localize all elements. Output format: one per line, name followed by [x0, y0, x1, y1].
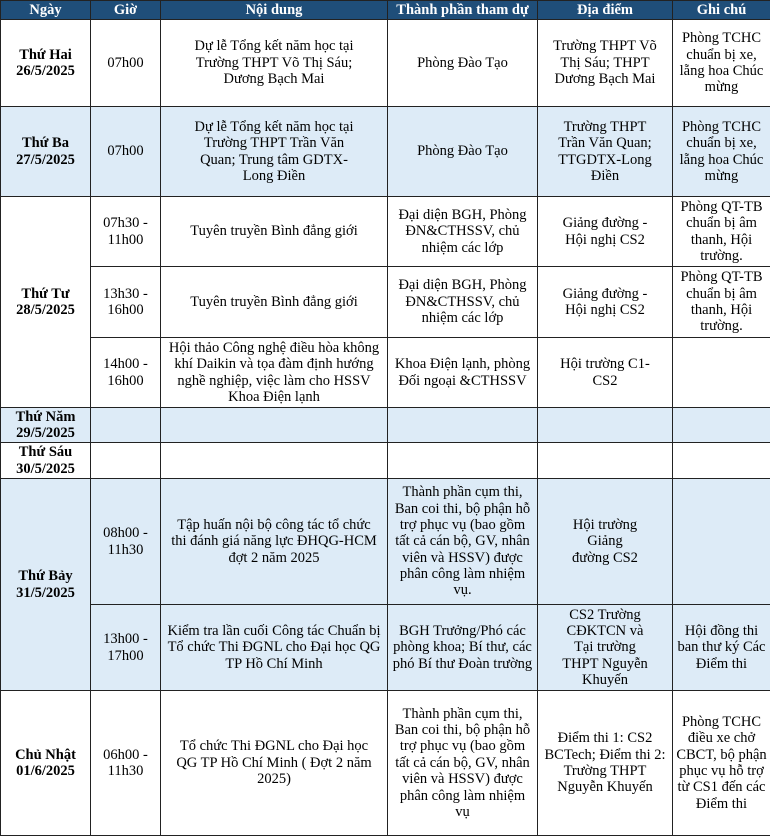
- note-cell: Hội đồng thi ban thư ký Các Điểm thi: [673, 605, 770, 691]
- time-cell: [91, 408, 161, 443]
- content-cell: Dự lễ Tổng kết năm học tại Trường THPT Trần Văn Quan; Trung tâm GDTX-Long Điền: [161, 107, 388, 197]
- location-cell: [538, 408, 673, 443]
- day-cell-friday: [1, 443, 91, 479]
- day-name: Thứ Hai: [4, 47, 87, 63]
- content-cell: [161, 408, 388, 443]
- participants-cell: Khoa Điện lạnh, phòng Đối ngoại &CTHSSV: [388, 338, 538, 408]
- content-cell: Kiểm tra lần cuối Công tác Chuẩn bị Tổ chức Thi ĐGNL cho Đại học QG TP Hồ Chí Minh: [161, 605, 388, 691]
- note-cell: Phòng TCHC điều xe chở CBCT, bộ phận phục vụ hỗ trợ từ CS1 đến các Điểm thi: [673, 691, 770, 836]
- note-cell: [673, 479, 770, 605]
- location-cell: Giảng đường - Hội nghị CS2: [538, 197, 673, 267]
- day-cell-wednesday: [1, 197, 91, 408]
- time-cell: 13h30 - 16h00: [91, 267, 161, 338]
- header-content: Nội dung: [161, 1, 388, 20]
- header-day: Ngày: [1, 1, 91, 20]
- day-date: 29/5/2025: [4, 425, 87, 441]
- table-row: [1, 605, 770, 691]
- participants-cell: Đại diện BGH, Phòng ĐN&CTHSSV, chủ nhiệm các lớp: [388, 197, 538, 267]
- note-cell: [673, 408, 770, 443]
- note-cell: Phòng QT-TB chuẩn bị âm thanh, Hội trường.: [673, 267, 770, 338]
- note-cell: [673, 443, 770, 479]
- time-cell: 07h00: [91, 107, 161, 197]
- table-row: [1, 479, 770, 605]
- note-cell: Phòng TCHC chuẩn bị xe, lẵng hoa Chúc mừng: [673, 20, 770, 107]
- header-row: [1, 1, 770, 20]
- time-cell: 13h00 - 17h00: [91, 605, 161, 691]
- table-row: [1, 20, 770, 107]
- location-cell: Trường THPT Võ Thị Sáu; THPT Dương Bạch Mai: [538, 20, 673, 107]
- content-cell: Dự lễ Tổng kết năm học tại Trường THPT Võ Thị Sáu; Dương Bạch Mai: [161, 20, 388, 107]
- location-cell: Hội trường C1- CS2: [538, 338, 673, 408]
- time-cell: 08h00 - 11h30: [91, 479, 161, 605]
- day-cell-saturday: [1, 479, 91, 691]
- time-cell: 07h30 - 11h00: [91, 197, 161, 267]
- location-cell: CS2 Trường CĐKTCN và Tại trường THPT Nguyễn Khuyến: [538, 605, 673, 691]
- day-name: Thứ Sáu: [4, 444, 87, 460]
- location-cell: Giảng đường - Hội nghị CS2: [538, 267, 673, 338]
- time-cell: [91, 443, 161, 479]
- note-cell: [673, 338, 770, 408]
- header-note: Ghi chú: [673, 1, 770, 20]
- day-date: 30/5/2025: [4, 461, 87, 477]
- time-cell: 06h00 - 11h30: [91, 691, 161, 836]
- day-cell-monday: [1, 20, 91, 107]
- day-date: 01/6/2025: [4, 763, 87, 779]
- participants-cell: Thành phần cụm thi, Ban coi thi, bộ phận hỗ trợ phục vụ (bao gồm tất cả cán bộ, GV, nhân viên và HSSV) được phân công làm nhiệm vụ.: [388, 479, 538, 605]
- day-name: Chủ Nhật: [4, 747, 87, 763]
- day-date: 28/5/2025: [4, 302, 87, 318]
- table-row: [1, 197, 770, 267]
- day-date: 31/5/2025: [4, 585, 87, 601]
- table-row: [1, 107, 770, 197]
- content-cell: Tuyên truyền Bình đẳng giới: [161, 267, 388, 338]
- location-cell: [538, 443, 673, 479]
- participants-cell: Đại diện BGH, Phòng ĐN&CTHSSV, chủ nhiệm các lớp: [388, 267, 538, 338]
- time-cell: 07h00: [91, 20, 161, 107]
- content-cell: Hội thảo Công nghệ điều hòa không khí Daikin và tọa đàm định hướng nghề nghiệp, việc làm cho HSSV Khoa Điện lạnh: [161, 338, 388, 408]
- header-time: Giờ: [91, 1, 161, 20]
- content-cell: Tuyên truyền Bình đẳng giới: [161, 197, 388, 267]
- day-date: 27/5/2025: [4, 152, 87, 168]
- content-cell: [161, 443, 388, 479]
- participants-cell: Phòng Đào Tạo: [388, 107, 538, 197]
- table-row: [1, 338, 770, 408]
- header-location: Địa điểm: [538, 1, 673, 20]
- day-name: Thứ Ba: [4, 135, 87, 151]
- table-row: [1, 443, 770, 479]
- day-date: 26/5/2025: [4, 63, 87, 79]
- note-cell: Phòng TCHC chuẩn bị xe, lẵng hoa Chúc mừng: [673, 107, 770, 197]
- table-row: [1, 691, 770, 836]
- participants-cell: [388, 408, 538, 443]
- day-name: Thứ Bảy: [4, 568, 87, 584]
- participants-cell: Phòng Đào Tạo: [388, 20, 538, 107]
- header-participants: Thành phần tham dự: [388, 1, 538, 20]
- content-cell: Tập huấn nội bộ công tác tổ chức thi đánh giá năng lực ĐHQG-HCM đợt 2 năm 2025: [161, 479, 388, 605]
- content-cell: Tổ chức Thi ĐGNL cho Đại học QG TP Hồ Chí Minh ( Đợt 2 năm 2025): [161, 691, 388, 836]
- day-name: Thứ Tư: [4, 286, 87, 302]
- location-cell: Trường THPT Trần Văn Quan; TTGDTX-Long Điền: [538, 107, 673, 197]
- day-name: Thứ Năm: [4, 409, 87, 425]
- day-cell-tuesday: [1, 107, 91, 197]
- day-cell-sunday: [1, 691, 91, 836]
- participants-cell: Thành phần cụm thi, Ban coi thi, bộ phận hỗ trợ phục vụ (bao gồm tất cả cán bộ, GV, nhân viên và HSSV) được phân công làm nhiệm vụ: [388, 691, 538, 836]
- participants-cell: [388, 443, 538, 479]
- note-cell: Phòng QT-TB chuẩn bị âm thanh, Hội trường.: [673, 197, 770, 267]
- participants-cell: BGH Trưởng/Phó các phòng khoa; Bí thư, các phó Bí thư Đoàn trường: [388, 605, 538, 691]
- table-row: [1, 267, 770, 338]
- day-cell-thursday: [1, 408, 91, 443]
- time-cell: 14h00 - 16h00: [91, 338, 161, 408]
- location-cell: Điểm thi 1: CS2 BCTech; Điểm thi 2: Trường THPT Nguyễn Khuyến: [538, 691, 673, 836]
- location-cell: Hội trường Giảng đường CS2: [538, 479, 673, 605]
- table-row: [1, 408, 770, 443]
